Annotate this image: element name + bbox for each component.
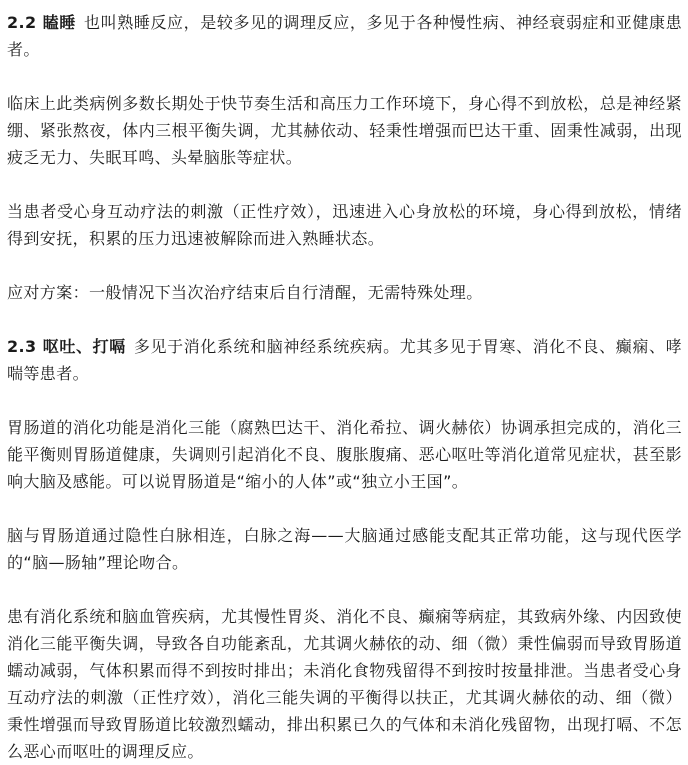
paragraph-text: 患有消化系统和脑血管疾病，尤其慢性胃炎、消化不良、癫痫等病症，其致病外缘、内因致使消化三能平衡失调，导致各自功能紊乱，尤其调火赫依的动、细（微）秉性偏弱而导致胃肠道蠕动减弱，气体积累而得不到按时排出；未消化食物残留得不到按时按量排泄。当患者受心身互动疗法的刺激（正性疗效），消化三能失调的平衡得以扶正，尤其调火赫依的动、细（微）秉性增强而导致胃肠道比较激烈蠕动，排出积累已久的气体和未消化残留物，出现打嗝、不怎么恶心而呕吐的调理反应。 [7, 607, 682, 761]
paragraph-sleepiness-intro [7, 9, 682, 63]
paragraph-text: 胃肠道的消化功能是消化三能（腐熟巴达干、消化希拉、调火赫依）协调承担完成的，消化三能平衡则胃肠道健康，失调则引起消化不良、腹胀腹痛、恶心呕吐等消化道常见症状，甚至影响大脑及感能。可以说胃肠道是“缩小的人体”或“独立小王国”。 [7, 418, 682, 491]
paragraph-digestive-disease-mechanism [7, 603, 682, 765]
section-heading-2-3: 2.3 呕吐、打嗝 [7, 337, 126, 356]
paragraph-brain-gut-axis [7, 522, 682, 576]
paragraph-text: 脑与胃肠道通过隐性白脉相连，白脉之海——大脑通过感能支配其正常功能，这与现代医学的“脑—肠轴”理论吻合。 [7, 526, 682, 572]
paragraph-response-plan [7, 279, 682, 306]
paragraph-text: 多见于消化系统和脑神经系统疾病。尤其多见于胃寒、消化不良、癫痫、哮喘等患者。 [7, 337, 683, 383]
paragraph-vomit-hiccup-intro [7, 333, 682, 387]
paragraph-text: 应对方案：一般情况下当次治疗结束后自行清醒，无需特殊处理。 [7, 283, 483, 302]
paragraph-text: 当患者受心身互动疗法的刺激（正性疗效），迅速进入心身放松的环境，身心得到放松，情绪得到安抚，积累的压力迅速被解除而进入熟睡状态。 [7, 202, 682, 248]
paragraph-text: 临床上此类病例多数长期处于快节奏生活和高压力工作环境下，身心得不到放松，总是神经紧绷、紧张熬夜，体内三根平衡失调，尤其赫依动、轻秉性增强而巴达干重、固秉性减弱，出现疲乏无力、失眠耳鸣、头晕脑胀等症状。 [7, 94, 682, 167]
paragraph-text: 也叫熟睡反应，是较多见的调理反应，多见于各种慢性病、神经衰弱症和亚健康患者。 [7, 13, 682, 59]
paragraph-therapy-effect [7, 198, 682, 252]
paragraph-clinical-context [7, 90, 682, 171]
paragraph-digestive-function [7, 414, 682, 495]
section-heading-2-2: 2.2 瞌睡 [7, 13, 76, 32]
